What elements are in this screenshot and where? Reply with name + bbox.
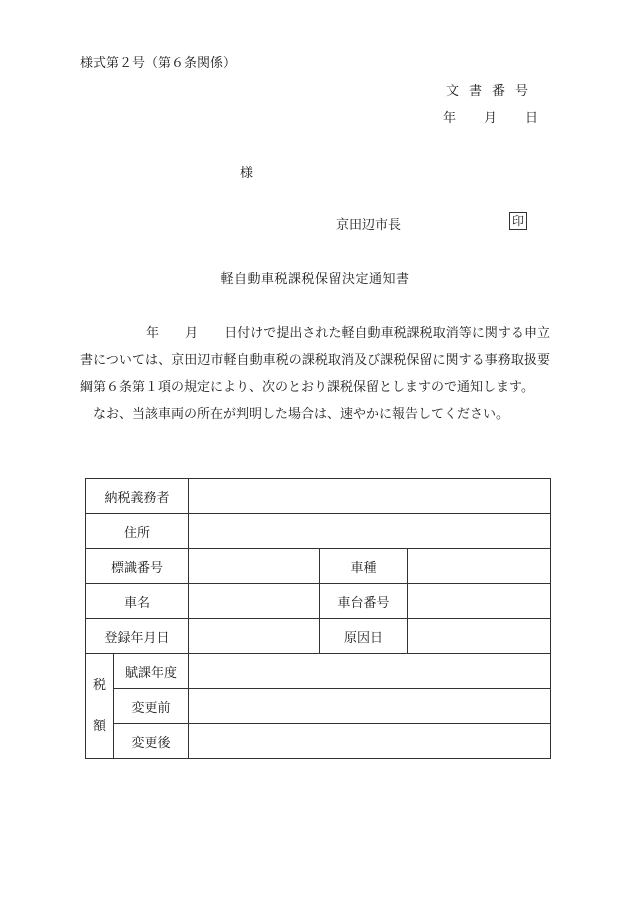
body-month-label: 月 (185, 326, 199, 341)
plate-number-label: 標識番号 (86, 549, 189, 584)
tax-amount-label (86, 654, 114, 759)
seal-stamp: 印 (509, 212, 527, 230)
taxpayer-value (189, 479, 551, 514)
cause-date-value (408, 619, 551, 654)
table-row (86, 549, 551, 584)
table-row (86, 689, 551, 724)
after-change-label: 変更後 (114, 724, 189, 759)
chassis-number-label: 車台番号 (320, 584, 408, 619)
plate-number-value (189, 549, 320, 584)
chassis-number-value (408, 584, 551, 619)
form-number: 様式第２号（第６条関係） (80, 56, 237, 71)
tax-year-value (189, 654, 551, 689)
vehicle-name-label: 車名 (86, 584, 189, 619)
vehicle-type-value (408, 549, 551, 584)
body-note: なお、当該車両の所在が判明した場合は、速やかに報告してください。 (93, 407, 510, 422)
table-row (86, 724, 551, 759)
table-row (86, 479, 551, 514)
cause-date-label: 原因日 (320, 619, 408, 654)
tax-amount-label-top: 税 (92, 678, 106, 693)
table-row (86, 514, 551, 549)
tax-year-label: 賦課年度 (114, 654, 189, 689)
before-change-label: 変更前 (114, 689, 189, 724)
body-main-text: 日付けで提出された軽自動車税課税取消等に関する申立書については、京田辺市軽自動車税の課税取消及び課税保留に関する事務取扱要綱第６条第１項の規定により、次のとおり課税保留としますので通知します。 (80, 326, 550, 395)
before-change-value (189, 689, 551, 724)
issuer-name: 京田辺市長 (336, 218, 402, 233)
body-year-label: 年 (146, 326, 160, 341)
vehicle-type-label: 車種 (320, 549, 408, 584)
vehicle-detail-table (85, 478, 551, 759)
registration-date-value (189, 619, 320, 654)
body-text (80, 320, 550, 428)
date-month-label: 月 (483, 111, 497, 126)
table-row (86, 619, 551, 654)
date-year-label: 年 (442, 111, 456, 126)
body-paragraph (80, 320, 550, 401)
table-row (86, 584, 551, 619)
vehicle-name-value (189, 584, 320, 619)
registration-date-label: 登録年月日 (86, 619, 189, 654)
address-value (189, 514, 551, 549)
date-day-label: 日 (524, 111, 538, 126)
taxpayer-label: 納税義務者 (86, 479, 189, 514)
address-label: 住所 (86, 514, 189, 549)
addressee-honorific: 様 (240, 166, 254, 181)
after-change-value (189, 724, 551, 759)
table-row (86, 654, 551, 689)
document-title: 軽自動車税課税保留決定通知書 (220, 272, 410, 287)
date-line (443, 107, 538, 126)
tax-amount-label-bottom: 額 (92, 719, 106, 734)
document-number-label: 文書番号 (445, 84, 538, 99)
